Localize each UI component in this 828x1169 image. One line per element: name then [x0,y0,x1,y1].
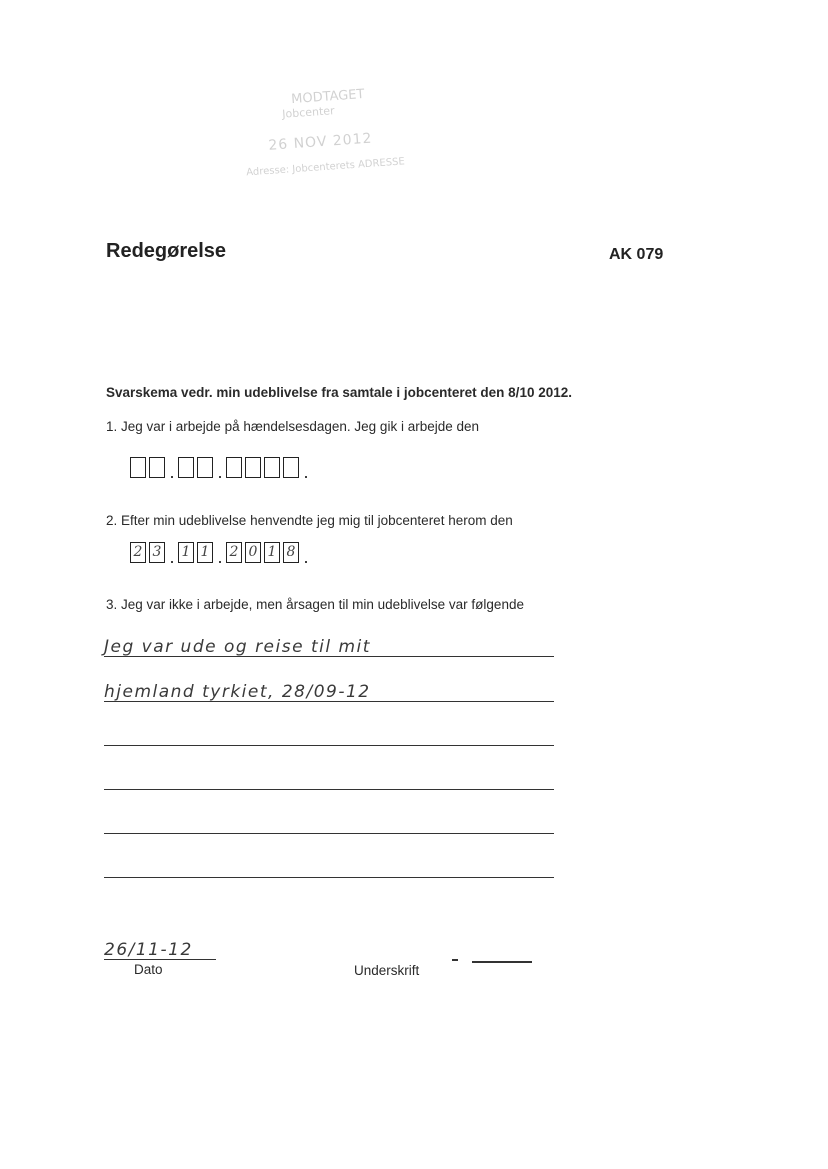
document-title: Redegørelse [106,240,227,262]
handwritten-reason-line-1: Jeg var ude og reise til mit [104,637,371,657]
answer-line-6[interactable] [104,877,554,878]
question-1: 1. Jeg var i arbejde på hændelsesdagen. Jeg gik i arbejde den [106,419,480,434]
digit-box[interactable]: 3 [149,542,165,563]
digit-box[interactable] [264,457,280,478]
stamp-line-2: Jobcenter [281,104,336,121]
date-boxes-q1 [130,457,312,482]
digit-box[interactable] [130,457,146,478]
digit-box[interactable] [245,457,261,478]
digit-box[interactable]: 8 [283,542,299,563]
digit-box[interactable] [178,457,194,478]
signature-label: Underskrift [354,963,420,978]
digit-box[interactable]: 1 [197,542,213,563]
handwritten-date: 26/11-12 [104,940,193,960]
digit-box[interactable] [283,457,299,478]
stamp-line-4: Adresse: Jobcenterets ADRESSE [245,156,406,179]
date-separator: . [217,547,223,567]
date-terminator: . [303,462,309,482]
digit-box[interactable]: 1 [178,542,194,563]
handwritten-reason-line-2: hjemland tyrkiet, 28/09-12 [104,682,371,702]
signature-line[interactable] [472,961,532,963]
question-3: 3. Jeg var ikke i arbejde, men årsagen til min udeblivelse var følgende [106,597,524,612]
answer-line-2[interactable] [104,701,554,702]
digit-box[interactable] [149,457,165,478]
digit-box[interactable]: 2 [226,542,242,563]
signature-mark [452,959,458,961]
stamp-line-1: MODTAGET [290,87,365,108]
answer-line-3[interactable] [104,745,554,746]
received-stamp [234,76,411,198]
answer-line-5[interactable] [104,833,554,834]
date-separator: . [169,462,175,482]
form-intro: Svarskema vedr. min udeblivelse fra samtale i jobcenteret den 8/10 2012. [106,385,572,400]
digit-box[interactable]: 2 [130,542,146,563]
answer-line-4[interactable] [104,789,554,790]
date-line[interactable] [104,959,216,960]
date-boxes-q2 [130,542,312,567]
digit-box[interactable]: 1 [264,542,280,563]
date-label: Dato [134,962,163,977]
question-2: 2. Efter min udeblivelse henvendte jeg mig til jobcenteret herom den [106,513,513,528]
digit-box[interactable] [197,457,213,478]
digit-box[interactable] [226,457,242,478]
date-terminator: . [303,547,309,567]
date-separator: . [169,547,175,567]
date-separator: . [217,462,223,482]
answer-line-1[interactable] [104,656,554,657]
digit-box[interactable]: 0 [245,542,261,563]
stamp-date: 26 NOV 2012 [267,130,373,154]
form-code: AK 079 [609,246,664,263]
